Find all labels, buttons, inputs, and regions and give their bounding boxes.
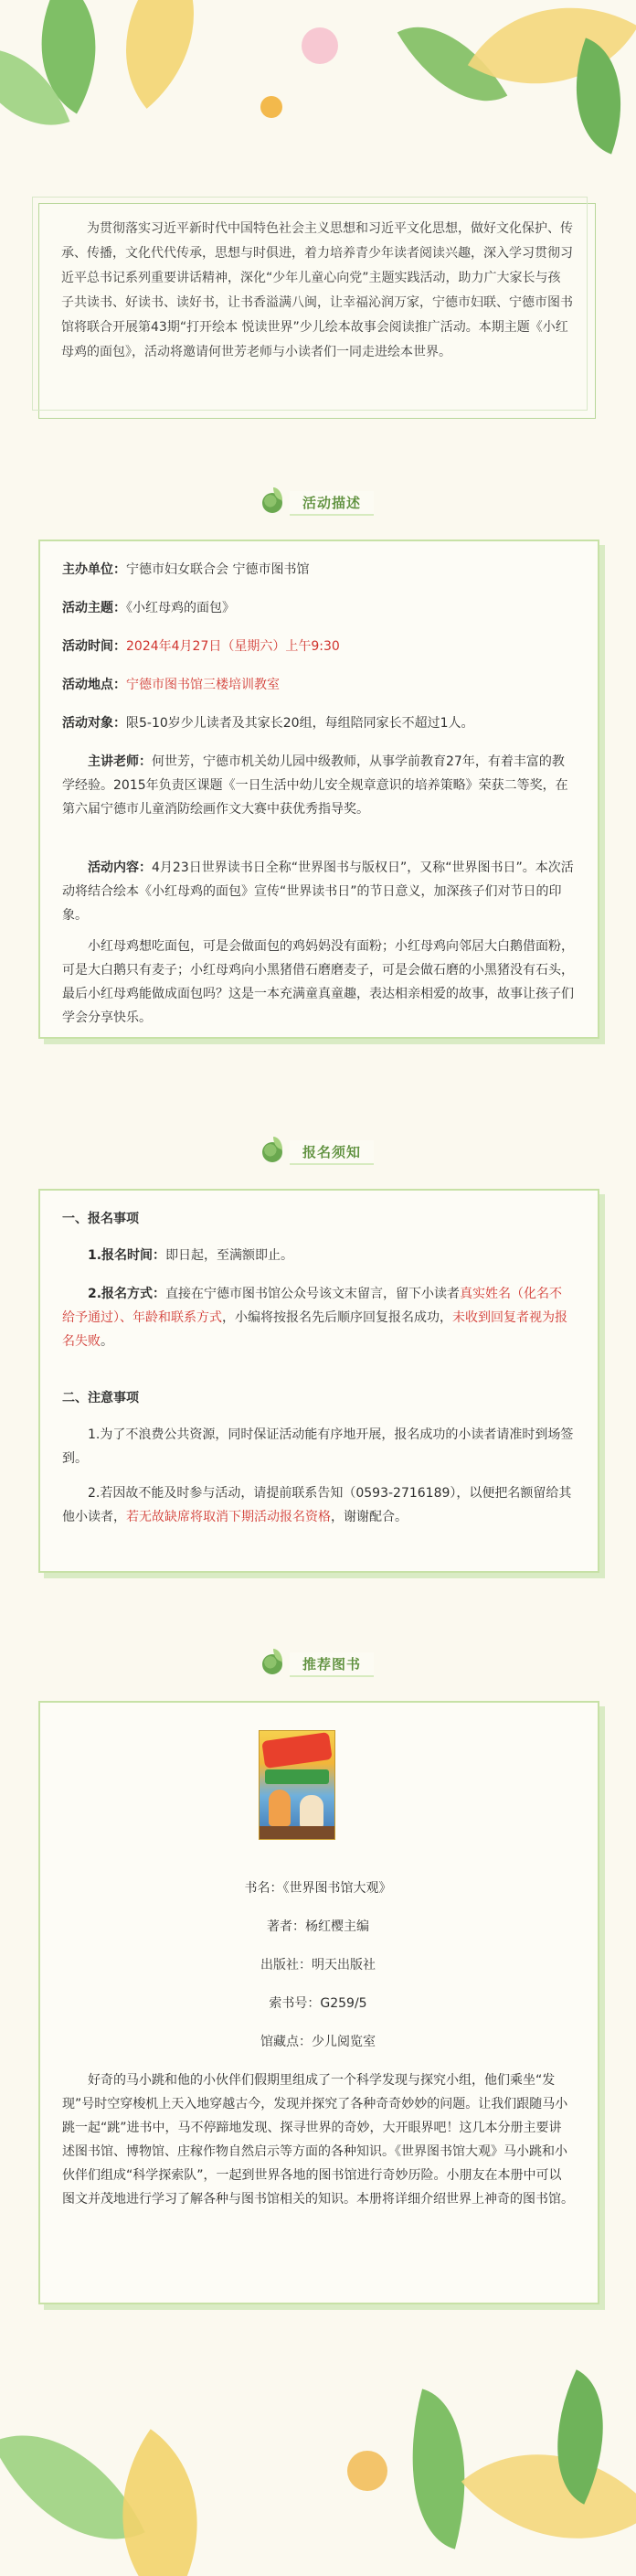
- signup-time-value: 即日起，至满额即止。: [165, 1248, 294, 1263]
- signup-note-text: 2.若因故不能及时参与活动，请提前联系告知（0593-2716189），以便把名额留给其他小读者，: [62, 1486, 572, 1524]
- leaf-icon: [262, 493, 282, 513]
- teacher-row: [62, 750, 574, 821]
- place-value: 宁德市图书馆三楼培训教室: [126, 678, 280, 692]
- organizer-row: [62, 558, 574, 582]
- theme-value: 《小红母鸡的面包》: [126, 601, 235, 615]
- target-value: 限5-10岁少儿读者及其家长20组，每组陪同家长不超过1人。: [126, 716, 474, 731]
- signup-method-highlight: 真实姓名（化名不给予通过）、年龄和联系方式: [62, 1287, 563, 1325]
- leaf-decoration: [82, 0, 238, 109]
- theme-label: 活动主题：: [62, 601, 126, 615]
- story-paragraph: 小红母鸡想吃面包，可是会做面包的鸡妈妈没有面粉；小红母鸡向邻居大白鹅借面粉，可是大白鹅只有麦子；小红母鸡向小黑猪借石磨磨麦子，可是会做石磨的小黑猪没有石头，最后小红母鸡能做成面包吗？这是一本充满童真童趣，表达相亲相爱的故事，故事让孩子们学会分享快乐。: [62, 939, 574, 1025]
- leaf-decoration: [0, 2400, 145, 2574]
- leaf-icon: [262, 1142, 282, 1162]
- section-title-text: 报名须知: [290, 1140, 374, 1165]
- time-value: 2024年4月27日（星期六）上午9:30: [126, 639, 340, 654]
- flower-decoration: [347, 2451, 387, 2491]
- signup-method-text: 直接在宁德市图书馆公众号该文末留言，留下小读者: [165, 1287, 461, 1301]
- signup-time-row: [62, 1244, 574, 1267]
- place-label: 活动地点：: [62, 678, 126, 692]
- signup-note-text: ，谢谢配合。: [331, 1510, 408, 1524]
- signup-time-label: 1.报名时间：: [88, 1248, 166, 1263]
- organizer-label: 主办单位：: [62, 562, 126, 577]
- bottom-floral-decoration: [0, 2341, 636, 2576]
- leaf-decoration: [385, 2389, 493, 2549]
- book-card: [38, 1701, 599, 2304]
- intro-paragraph: 为贯彻落实习近平新时代中国特色社会主义思想和习近平文化思想，做好文化保护、传承、传播，文化代代传承，思想与时俱进，着力培养青少年读者阅读兴趣，深入学习贯彻习近平总书记系列重要讲话精神，深化“少年儿童心向党”主题实践活动，助力广大家长与孩子共读书、好读书、读好书，让书香溢满八闽，让幸福沁润万家，宁德市妇联、宁德市图书馆将联合开展第43期“打开绘本 悦读世界”少儿绘本故事会阅读推广活动。本期主题《小红母鸡的面包》，活动将邀请何世芳老师与小读者们一同走进绘本世界。: [61, 221, 573, 359]
- signup-note-2: [62, 1481, 574, 1529]
- signup-note-highlight: 若无故缺席将取消下期活动报名资格: [126, 1510, 331, 1524]
- theme-row: [62, 596, 574, 620]
- signup-method-highlight: 未收到回复者视为报名失败: [62, 1310, 567, 1349]
- signup-card: [38, 1189, 599, 1573]
- book-description: 好奇的马小跳和他的小伙伴们假期里组成了一个科学发现与探究小组，他们乘坐“发现”号时空穿梭机上天入地穿越古今，发现并探究了各种奇奇妙妙的问题。让我们跟随马小跳一起“跳”进书中，马不停蹄地发现、探寻世界的奇妙，大开眼界吧！这几本分册主要讲述图书馆、博物馆、庄稼作物自然启示等方面的各种知识。《世界图书馆大观》马小跳和小伙伴们组成“科学探索队”，一起到世界各地的图书馆进行奇妙历险。小朋友在本册中可以图文并茂地进行学习了解各种与图书馆相关的知识。本册将详细介绍世界上神奇的图书馆。: [62, 2073, 574, 2207]
- place-row: [62, 673, 574, 697]
- activity-card: [38, 540, 599, 1039]
- book-author: 著者：杨红樱主编: [267, 1919, 369, 1934]
- signup-method-row: [62, 1282, 574, 1353]
- book-callno: 索书号：G259/5: [269, 1996, 367, 2011]
- content-value: 4月23日世界读书日全称“世界图书与版权日”，又称“世界图书日”。本次活动将结合绘本《小红母鸡的面包》宣传“世界读书日”的节日意义，加深孩子们对节日的印象。: [62, 860, 574, 923]
- signup-note-1: 1.为了不浪费公共资源，同时保证活动能有序地开展，报名成功的小读者请准时到场签到。: [62, 1427, 574, 1466]
- intro-box: [38, 203, 596, 419]
- content-label: 活动内容：: [88, 860, 152, 875]
- section-title-text: 推荐图书: [290, 1652, 374, 1677]
- signup-method-text: 。: [101, 1334, 113, 1349]
- flower-decoration: [302, 27, 338, 64]
- time-label: 活动时间：: [62, 639, 126, 654]
- section-title-signup: [0, 1134, 636, 1170]
- teacher-value: 何世芳，宁德市机关幼儿园中级教师，从事学前教育27年，有着丰富的教学经验。2015年负责区课题《一日生活中幼儿安全规章意识的培养策略》荣获二等奖，在第六届宁德市儿童消防绘画作文大赛中获优秀指导奖。: [62, 754, 568, 817]
- top-floral-decoration: [0, 0, 636, 192]
- signup-heading-1: 一、报名事项: [62, 1212, 139, 1226]
- signup-heading-2: 二、注意事项: [62, 1391, 139, 1406]
- flower-decoration: [260, 96, 282, 118]
- leaf-icon: [262, 1654, 282, 1674]
- section-title-text: 活动描述: [290, 491, 374, 516]
- leaf-decoration: [461, 2400, 636, 2576]
- book-name: 书名：《世界图书馆大观》: [244, 1881, 392, 1896]
- target-row: [62, 711, 574, 735]
- book-location: 馆藏点：少儿阅览室: [260, 2035, 376, 2049]
- signup-method-text: ，小编将按报名先后顺序回复报名成功，: [222, 1310, 452, 1325]
- signup-method-label: 2.报名方式：: [88, 1287, 166, 1301]
- section-title-book: [0, 1646, 636, 1683]
- target-label: 活动对象：: [62, 716, 126, 731]
- content-row: [62, 856, 574, 927]
- time-row: [62, 635, 574, 658]
- section-title-activity: [0, 485, 636, 521]
- book-publisher: 出版社：明天出版社: [260, 1958, 376, 1972]
- teacher-label: 主讲老师：: [88, 754, 152, 769]
- organizer-value: 宁德市妇女联合会 宁德市图书馆: [126, 562, 310, 577]
